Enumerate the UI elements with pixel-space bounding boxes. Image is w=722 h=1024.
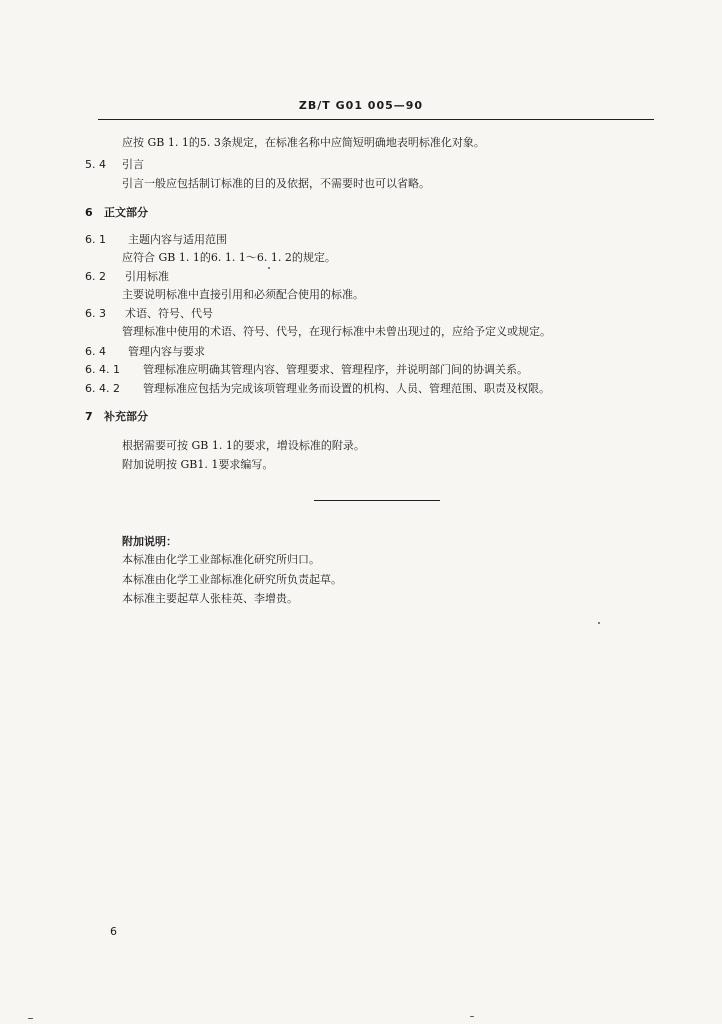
section-6-3-text: 管理标准中使用的术语、符号、代号，在现行标准中未曾出现过的，应给予定义或规定。	[122, 325, 551, 338]
section-6-1-text: 应符合 GB 1. 1的6. 1. 1～6. 1. 2的规定。	[122, 251, 336, 264]
section-6-4-1-number: 6. 4. 1	[85, 363, 120, 376]
section-7-line-1: 根据需要可按 GB 1. 1的要求，增设标准的附录。	[122, 439, 365, 452]
header-rule	[98, 119, 654, 120]
section-5-4-text: 引言一般应包括制订标准的目的及依据，不需要时也可以省略。	[122, 177, 430, 190]
section-6-4-title: 管理内容与要求	[128, 345, 205, 358]
section-5-3-continuation: 应按 GB 1. 1的5. 3条规定，在标准名称中应简短明确地表明标准化对象。	[122, 136, 485, 149]
scan-speck	[598, 622, 600, 624]
section-6-2-title: 引用标准	[125, 270, 169, 283]
section-6-1-title: 主题内容与适用范围	[128, 233, 227, 246]
notes-line-2: 本标准由化学工业部标准化研究所负责起草。	[122, 573, 342, 586]
notes-line-1: 本标准由化学工业部标准化研究所归口。	[122, 553, 320, 566]
section-6-4-number: 6. 4	[85, 345, 106, 358]
page-number: 6	[110, 925, 117, 938]
section-7-number: 7	[85, 410, 93, 423]
notes-line-3: 本标准主要起草人张桂英、李增贵。	[122, 592, 298, 605]
end-rule	[314, 500, 440, 501]
section-6-4-1-text: 管理标准应明确其管理内容、管理要求、管理程序，并说明部门间的协调关系。	[143, 363, 528, 376]
section-5-4-title: 引言	[122, 158, 144, 171]
section-6-3-title: 术语、符号、代号	[125, 307, 213, 320]
scan-speck	[470, 1016, 474, 1017]
section-6-1-number: 6. 1	[85, 233, 106, 246]
section-6-3-number: 6. 3	[85, 307, 106, 320]
notes-title: 附加说明：	[122, 535, 177, 548]
scan-speck	[28, 1018, 33, 1019]
section-6-4-2-number: 6. 4. 2	[85, 382, 120, 395]
section-6-2-text: 主要说明标准中直接引用和必须配合使用的标准。	[122, 288, 364, 301]
section-6-number: 6	[85, 206, 93, 219]
scan-speck	[268, 267, 270, 269]
section-7-line-2: 附加说明按 GB1. 1要求编写。	[122, 458, 274, 471]
section-7-title: 补充部分	[104, 410, 148, 423]
standard-code-header: ZB/T G01 005—90	[298, 99, 424, 112]
section-6-title: 正文部分	[104, 206, 148, 219]
section-5-4-number: 5. 4	[85, 158, 106, 171]
section-6-4-2-text: 管理标准应包括为完成该项管理业务而设置的机构、人员、管理范围、职责及权限。	[143, 382, 550, 395]
section-6-2-number: 6. 2	[85, 270, 106, 283]
